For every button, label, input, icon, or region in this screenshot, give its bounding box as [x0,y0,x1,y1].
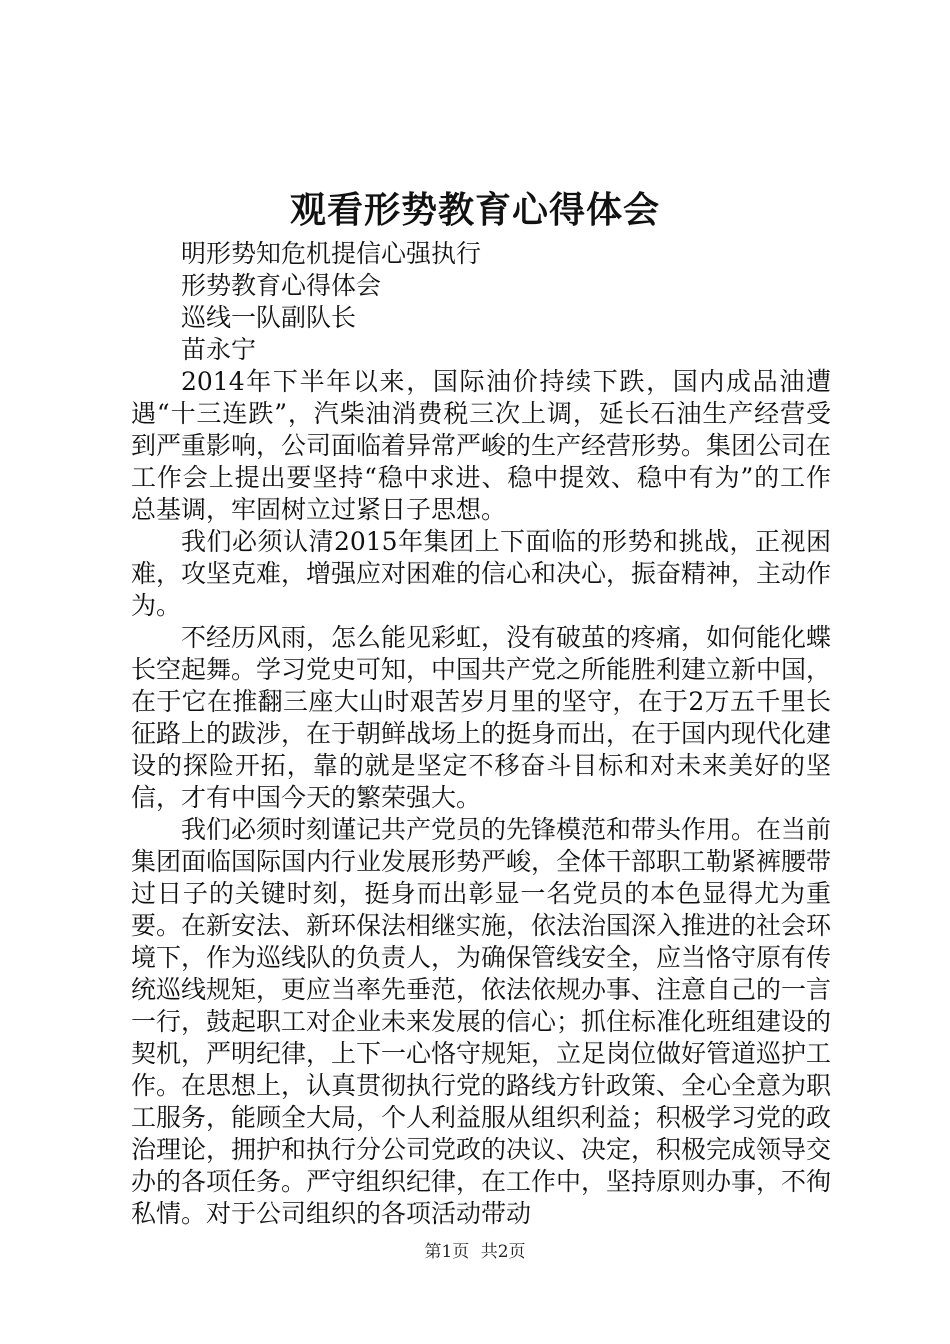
paragraph-body: 不经历风雨，怎么能见彩虹，没有破茧的疼痛，如何能化蝶长空起舞。学习党史可知，中国共产党之所能胜利建立新中国，在于它在推翻三座大山时艰苦岁月里的坚守，在于2万五千里长征路上的跋涉，在于朝鲜战场上的挺身而出，在于国内现代化建设的探险开拓，靠的就是坚定不移奋斗目标和对未来美好的坚信，才有中国今天的繁荣强大。 [131,623,832,812]
paragraph-subtitle: 明形势知危机提信心强执行 [181,239,482,268]
page-footer [0,1240,950,1264]
paragraph-author-position: 巡线一队副队长 [181,303,357,332]
paragraph-body: 我们必须认清2015年集团上下面临的形势和挑战，正视困难，攻坚克难，增强应对困难的信心和决心，振奋精神，主动作为。 [131,527,832,620]
paragraph-doc-type: 形势教育心得体会 [181,271,382,300]
document-title: 观看形势教育心得体会 [289,189,660,231]
page-number: 第1页 [424,1242,470,1262]
page-total: 共2页 [480,1242,526,1262]
paragraph-body: 我们必须时刻谨记共产党员的先锋模范和带头作用。在当前集团面临国际国内行业发展形势严峻，全体干部职工勒紧裤腰带过日子的关键时刻，挺身而出彰显一名党员的本色显得尤为重要。在新安法、新环保法相继实施，依法治国深入推进的社会环境下，作为巡线队的负责人，为确保管线安全，应当恪守原有传统巡线规矩，更应当率先垂范，依法依规办事、注意自己的一言一行，鼓起职工对企业未来发展的信心；抓住标准化班组建设的契机，严明纪律，上下一心恪守规矩，立足岗位做好管道巡护工作。在思想上，认真贯彻执行党的路线方针政策、全心全意为职工服务，能顾全大局，个人利益服从组织利益；积极学习党的政治理论，拥护和执行分公司党政的决议、决定，积极完成领导交办的各项任务。严守组织纪律，在工作中，坚持原则办事，不徇私情。对于公司组织的各项活动带动 [131,815,832,1228]
paragraph-body: 2014年下半年以来，国际油价持续下跌，国内成品油遭遇“十三连跌”，汽柴油消费税三次上调，延长石油生产经营受到严重影响，公司面临着异常严峻的生产经营形势。集团公司在工作会上提出要坚持“稳中求进、稳中提效、稳中有为”的工作总基调，牢固树立过紧日子思想。 [131,367,832,524]
paragraph-author-name: 苗永宁 [181,335,257,364]
document-body [131,238,831,1230]
